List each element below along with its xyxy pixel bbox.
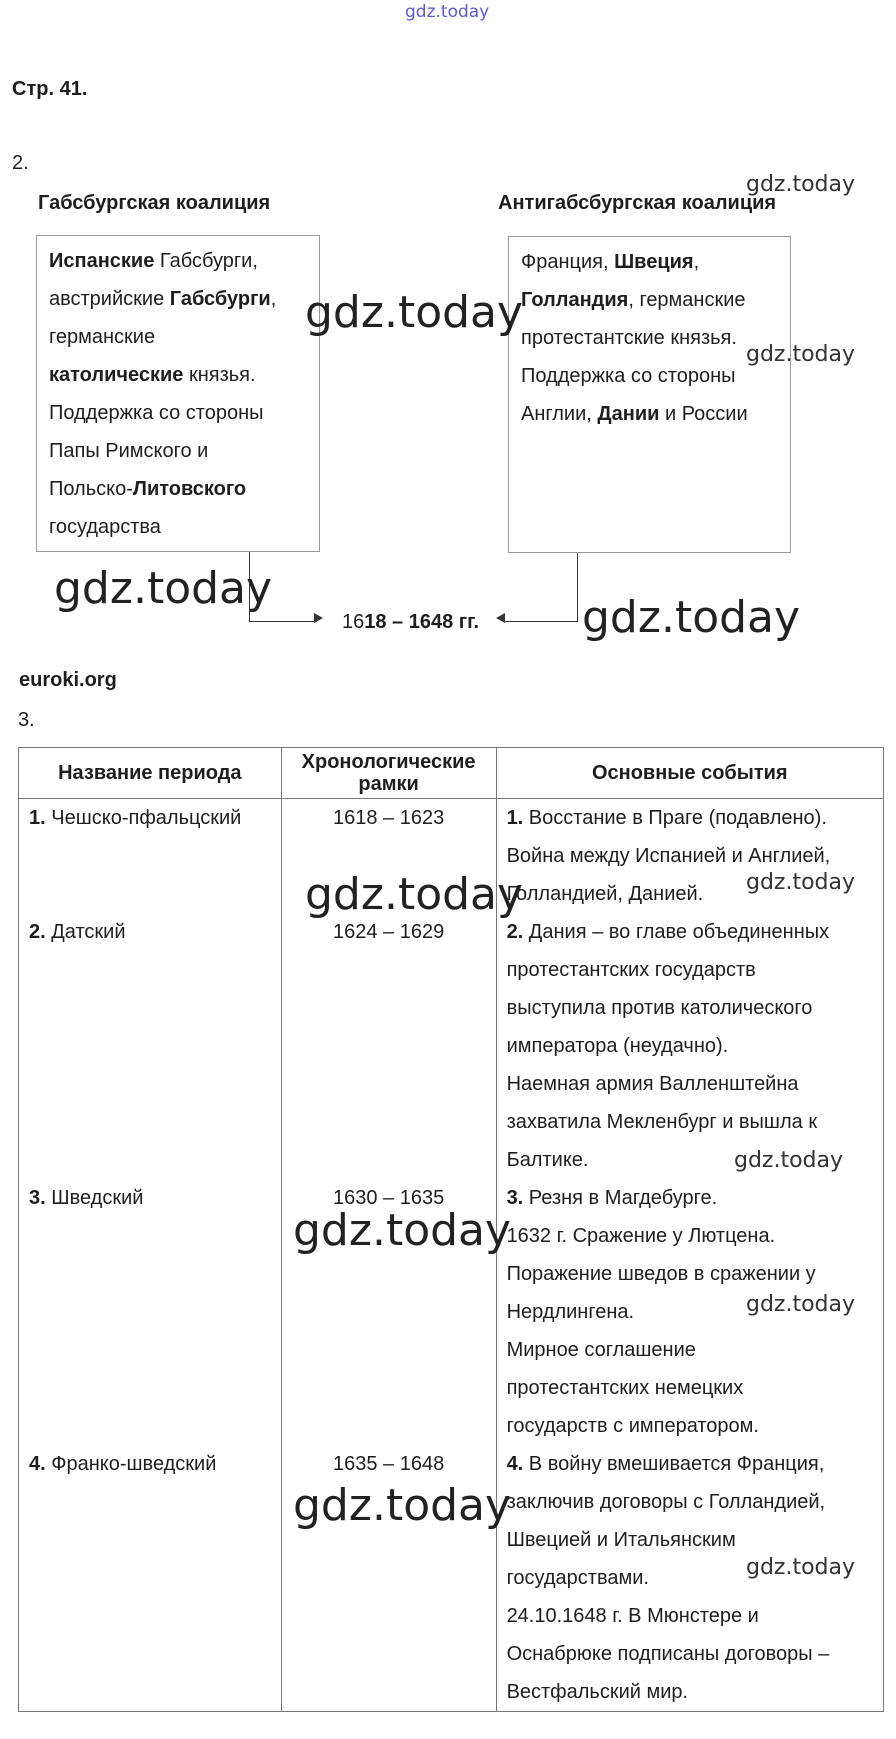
text-run: Папы Римского и (49, 440, 209, 462)
text-run: князья. (183, 364, 256, 386)
period-name-cell (19, 913, 282, 1179)
text-run: Англии, (521, 403, 598, 425)
period-name: Шведский (45, 1187, 144, 1209)
text-run: Восстание в Праге (подавлено). (523, 807, 827, 829)
period-name: Датский (45, 921, 126, 943)
habsburg-coalition-line (49, 470, 307, 508)
event-line (507, 1255, 873, 1293)
text-run: австрийские (49, 288, 170, 310)
period-number: 1. (29, 807, 46, 829)
war-dates (342, 611, 479, 634)
text-run: 2. (506, 921, 524, 943)
event-line (507, 1483, 873, 1521)
text-run: Балтике. (506, 1149, 589, 1171)
period-number: 4. (29, 1453, 46, 1475)
event-line (507, 989, 873, 1027)
watermark: gdz.today (746, 1292, 856, 1317)
watermark: gdz.today (746, 172, 856, 197)
text-run: Дания – во главе объединенных (523, 921, 830, 943)
text-run: Швецией и Итальянским (506, 1529, 736, 1551)
period-years-cell: 1624 – 1629 (281, 913, 496, 1179)
task-3-number: 3. (18, 709, 35, 731)
watermark-large: gdz.today (293, 1205, 512, 1256)
text-run: протестантские князья. (521, 327, 737, 349)
text-run: Голландия (521, 289, 629, 311)
watermark: gdz.today (746, 870, 856, 895)
text-run: Резня в Магдебурге. (523, 1187, 718, 1209)
text-run: протестантских немецких (506, 1377, 744, 1399)
arrow-right-icon (314, 613, 323, 623)
text-run: Оснабрюке подписаны договоры – (506, 1643, 830, 1665)
text-run: Голландией, Данией. (506, 883, 704, 905)
anti-habsburg-coalition-line (521, 243, 778, 281)
anti-habsburg-coalition-title: Антигабсбургская коалиция (498, 192, 777, 214)
arrow-left-icon (496, 613, 505, 623)
table-row (19, 913, 884, 1179)
text-run: и России (659, 403, 748, 425)
event-line (507, 1369, 873, 1407)
table-header-row (19, 748, 884, 799)
text-run: , (693, 251, 700, 273)
watermark-large: gdz.today (293, 1480, 512, 1531)
period-name: Чешско-пфальцский (45, 807, 242, 829)
text-run: Война между Испанией и Англией, (506, 845, 831, 867)
event-line (507, 1597, 873, 1635)
event-line (507, 1635, 873, 1673)
text-run: 24.10.1648 г. В Мюнстере и (506, 1605, 759, 1627)
event-line (507, 1103, 873, 1141)
event-line (507, 1065, 873, 1103)
text-run: государствами. (506, 1567, 649, 1589)
habsburg-coalition-title: Габсбургская коалиция (38, 192, 271, 214)
text-run: Поддержка со стороны (521, 365, 736, 387)
period-name: Франко-шведский (45, 1453, 217, 1475)
event-line (507, 1673, 873, 1711)
text-run: 4. (506, 1453, 524, 1475)
header-period-name: Название периода (19, 748, 282, 799)
source-label: euroki.org (19, 669, 117, 691)
text-run: В войну вмешивается Франция, (523, 1453, 825, 1475)
text-run: , (270, 288, 277, 310)
text-run: , германские (628, 289, 746, 311)
habsburg-coalition-line (49, 242, 307, 280)
anti-habsburg-coalition-line (521, 395, 778, 433)
text-run: Швеция (614, 251, 694, 273)
event-line (507, 1521, 873, 1559)
habsburg-coalition-line (49, 318, 307, 356)
event-line (507, 1179, 873, 1217)
text-run: католические (49, 364, 184, 386)
watermark-large: gdz.today (305, 287, 524, 338)
site-link[interactable]: gdz.today (405, 2, 490, 22)
watermark: gdz.today (746, 342, 856, 367)
event-line (507, 799, 873, 837)
text-run: Вестфальский мир. (506, 1681, 689, 1703)
watermark: gdz.today (746, 1555, 856, 1580)
event-line (507, 1217, 873, 1255)
war-dates-c: гг. (453, 611, 480, 633)
event-line (507, 1331, 873, 1369)
period-name-cell (19, 799, 282, 914)
text-run: Габсбурги (169, 288, 271, 310)
text-run: Мирное соглашение (506, 1339, 696, 1361)
habsburg-coalition-line (49, 508, 307, 546)
habsburg-coalition-line (49, 394, 307, 432)
habsburg-coalition-box (36, 235, 320, 552)
period-number: 3. (29, 1187, 46, 1209)
text-run: захватила Мекленбург и вышла к (506, 1111, 818, 1133)
text-run: германские (49, 326, 156, 348)
war-dates-b: 18 – 1648 (364, 611, 454, 633)
event-line (507, 1027, 873, 1065)
text-run: государств с императором. (506, 1415, 759, 1437)
war-dates-a: 16 (342, 611, 365, 633)
text-run: Поражение шведов в сражении у (506, 1263, 816, 1285)
right-connector-vertical (577, 553, 578, 622)
text-run: Польско- (49, 478, 133, 500)
habsburg-coalition-line (49, 280, 307, 318)
event-line (507, 913, 873, 951)
text-run: 1632 г. Сражение у Лютцена. (506, 1225, 776, 1247)
habsburg-coalition-line (49, 356, 307, 394)
watermark: gdz.today (734, 1148, 844, 1173)
header-chronology: Хронологические рамки (281, 748, 496, 799)
period-years-cell: 1635 – 1648 (281, 1445, 496, 1712)
text-run: протестантских государств (506, 959, 756, 981)
page-reference: Стр. 41. (12, 78, 88, 100)
text-run: заключив договоры с Голландией, (506, 1491, 826, 1513)
text-run: Наемная армия Валленштейна (506, 1073, 799, 1095)
left-connector-horizontal (249, 621, 317, 622)
period-events-cell (496, 799, 883, 914)
event-line (507, 1407, 873, 1445)
text-run: выступила против католического (506, 997, 813, 1019)
anti-habsburg-coalition-line (521, 357, 778, 395)
period-years-cell: 1618 – 1623 (281, 799, 496, 914)
text-run: государства (49, 516, 161, 538)
watermark-large: gdz.today (54, 563, 273, 614)
text-run: Испанские (49, 250, 155, 272)
header-main-events: Основные события (496, 748, 883, 799)
text-run: Габсбурги, (154, 250, 258, 272)
text-run: Литовского (132, 478, 247, 500)
anti-habsburg-coalition-line (521, 319, 778, 357)
text-run: 3. (506, 1187, 524, 1209)
text-run: императора (неудачно). (506, 1035, 729, 1057)
period-name-cell (19, 1179, 282, 1445)
text-run: 1. (506, 807, 524, 829)
text-run: Нердлингена. (506, 1301, 635, 1323)
period-name-cell (19, 1445, 282, 1712)
habsburg-coalition-line (49, 432, 307, 470)
anti-habsburg-coalition-box (508, 236, 791, 553)
right-connector-horizontal (505, 621, 578, 622)
text-run: Франция, (521, 251, 615, 273)
period-events-cell (496, 913, 883, 1179)
watermark-large: gdz.today (582, 592, 801, 643)
event-line (507, 951, 873, 989)
text-run: Дании (597, 403, 660, 425)
event-line (507, 1445, 873, 1483)
task-2-number: 2. (12, 152, 29, 174)
watermark-large: gdz.today (305, 869, 524, 920)
period-number: 2. (29, 921, 46, 943)
anti-habsburg-coalition-line (521, 281, 778, 319)
period-years-cell: 1630 – 1635 (281, 1179, 496, 1445)
text-run: Поддержка со стороны (49, 402, 264, 424)
